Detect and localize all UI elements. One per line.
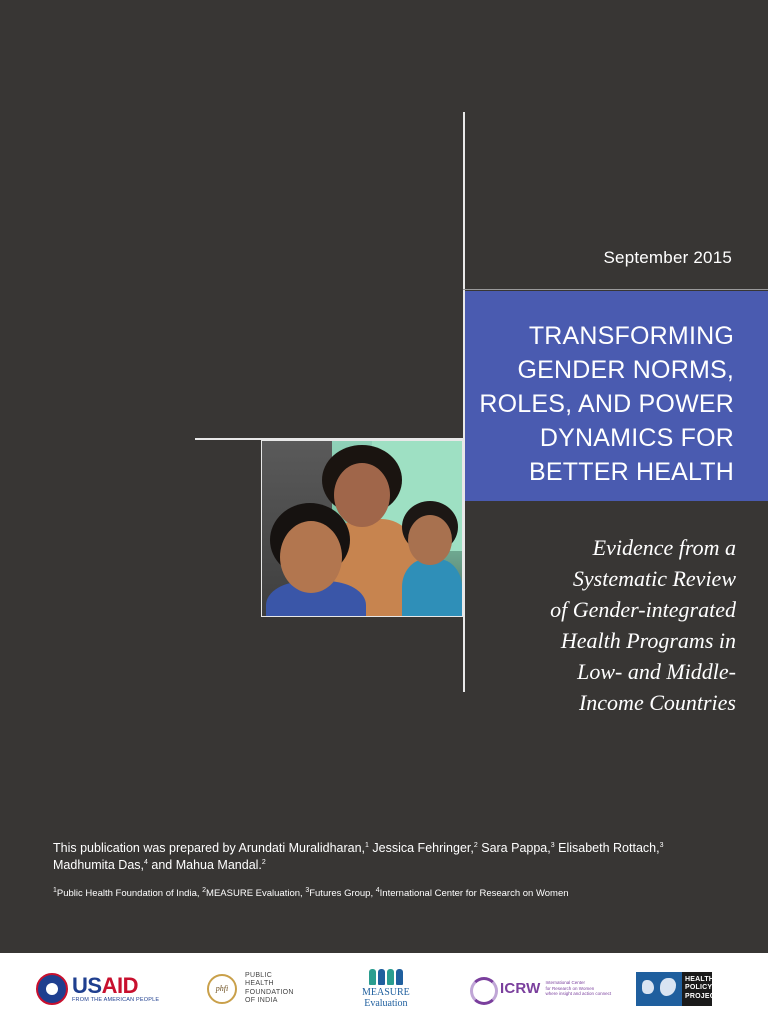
child-face xyxy=(280,521,342,593)
authors-statement xyxy=(53,840,673,874)
affil-sup: 1 xyxy=(53,886,57,894)
author-affil-sup: 4 xyxy=(144,858,148,866)
icrw-tag-line: International Center xyxy=(545,980,586,986)
authors-intro: This publication was prepared by xyxy=(53,841,236,855)
subtitle-line: Low- and Middle- xyxy=(577,659,736,684)
author-name: Arundati Muralidharan, xyxy=(238,841,366,855)
affil-text: International Center for Research on Women xyxy=(379,888,569,899)
hpp-text-line: POLICY xyxy=(685,984,713,992)
usaid-wordmark: USAID xyxy=(72,972,138,998)
title-line: ROLES, AND POWER xyxy=(479,390,734,418)
affil-text: Public Health Foundation of India, xyxy=(56,888,200,899)
world-map-icon xyxy=(636,972,682,1006)
affil-sup: 2 xyxy=(202,886,207,894)
publication-date: September 2015 xyxy=(603,248,732,267)
author-name: Elisabeth Rottach, xyxy=(558,841,660,855)
hpp-text-line: PROJECT xyxy=(685,992,720,1000)
affil-sup: 3 xyxy=(305,886,310,894)
affil-text: Futures Group, xyxy=(309,888,374,899)
subtitle-line: Systematic Review xyxy=(572,566,736,591)
author-name: Sara Pappa, xyxy=(481,841,551,855)
subtitle-line: Income Countries xyxy=(578,690,736,715)
divider-horizontal-right xyxy=(463,289,768,290)
usaid-tagline: FROM THE AMERICAN PEOPLE xyxy=(72,996,160,1003)
affil-text: MEASURE Evaluation, xyxy=(206,888,303,899)
icrw-helix-icon xyxy=(466,975,496,1003)
affiliations xyxy=(53,886,573,901)
measure-wordmark: MEASURE xyxy=(362,986,410,998)
author-affil-sup: 2 xyxy=(261,858,266,866)
author-name: Jessica Fehringer, xyxy=(372,841,474,855)
measure-evaluation-logo xyxy=(362,953,410,1024)
partner-logo-bar xyxy=(0,953,768,1024)
title-line: BETTER HEALTH xyxy=(529,458,734,486)
icrw-logo xyxy=(466,953,611,1024)
title-line: DYNAMICS FOR xyxy=(539,424,734,452)
phfi-text-line: OF INDIA xyxy=(245,997,278,1004)
title-box xyxy=(465,291,768,501)
measure-sub: Evaluation xyxy=(364,997,408,1009)
affil-sup: 4 xyxy=(375,886,380,894)
phfi-emblem-icon: phfi xyxy=(207,974,237,1004)
author-name: and Mahua Mandal. xyxy=(151,858,262,872)
usaid-logo xyxy=(36,953,159,1024)
usaid-seal-icon xyxy=(36,973,68,1005)
health-policy-project-logo xyxy=(636,953,720,1024)
hpp-text-line: HEALTH xyxy=(685,975,715,983)
measure-figures-icon xyxy=(369,969,403,985)
author-affil-sup: 3 xyxy=(659,841,664,849)
subtitle-line: Evidence from a xyxy=(592,535,736,560)
phfi-text-line: HEALTH xyxy=(245,980,274,987)
author-affil-sup: 2 xyxy=(473,841,478,849)
author-affil-sup: 3 xyxy=(550,841,555,849)
icrw-tag-line: for Research on Women xyxy=(545,985,595,991)
author-name: Madhumita Das, xyxy=(53,858,145,872)
subtitle xyxy=(436,532,736,718)
author-affil-sup: 1 xyxy=(365,841,369,849)
subtitle-line: Health Programs in xyxy=(560,628,736,653)
title-line: TRANSFORMING xyxy=(528,322,734,350)
phfi-text-line: FOUNDATION xyxy=(245,988,294,996)
icrw-wordmark: ICRW xyxy=(500,980,541,997)
title-line: GENDER NORMS, xyxy=(517,356,734,384)
phfi-logo xyxy=(207,953,294,1024)
subtitle-line: of Gender-integrated xyxy=(550,597,736,622)
icrw-tag-line: where insight and action connect xyxy=(545,991,612,997)
children-photo xyxy=(261,440,463,617)
phfi-text-line: PUBLIC xyxy=(245,971,273,979)
